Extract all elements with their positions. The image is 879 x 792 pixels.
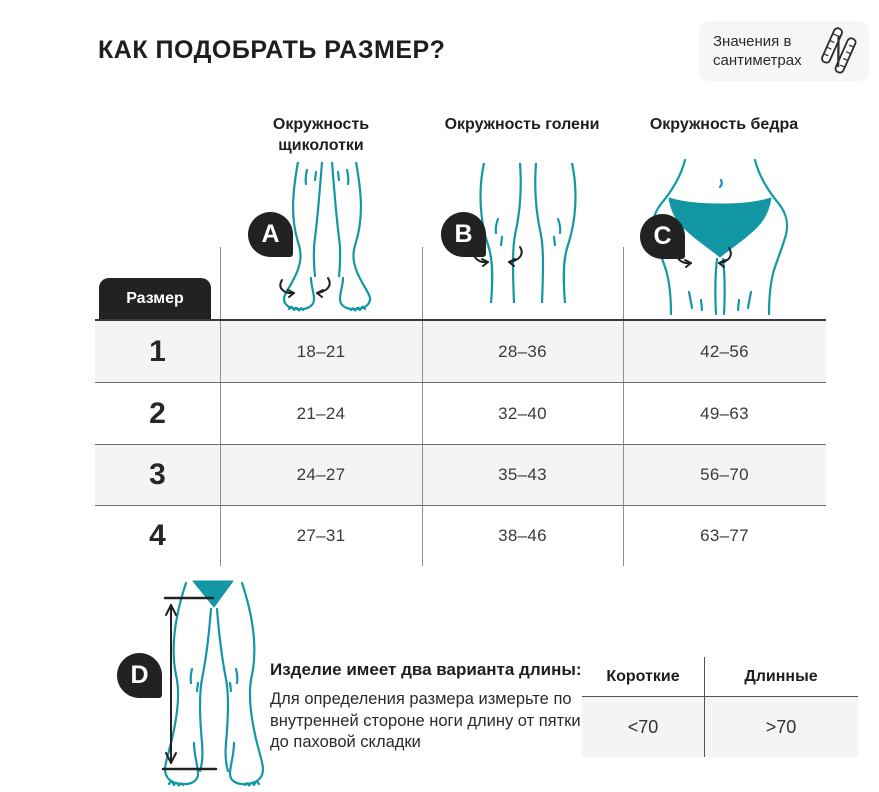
cell-size4-calf: 38–46 [498, 525, 547, 545]
length-measurement-arrow-icon [163, 598, 216, 769]
length-variants-heading: Изделие имеет два варианта длины: [270, 660, 582, 679]
length-measure-description: Для определения размера измерьте по внутренней стороне ноги длину от пятки до паховой складки [270, 690, 581, 751]
size-number-1: 1 [149, 334, 166, 368]
cell-size1-calf: 28–36 [498, 341, 547, 361]
column-header-calf: Окружность голени [444, 116, 600, 133]
marker-b: B [441, 212, 486, 257]
page-title: КАК ПОДОБРАТЬ РАЗМЕР? [98, 36, 446, 64]
column-header-hip: Окружность бедра [649, 116, 799, 133]
marker-d: D [117, 653, 162, 698]
marker-a: A [248, 212, 293, 257]
units-badge-label: Значения в сантиметрах [713, 33, 802, 69]
units-badge [699, 21, 869, 81]
cell-size3-ankle: 24–27 [296, 464, 346, 484]
length-table-value-long: >70 [765, 716, 797, 737]
cell-size3-hip: 56–70 [700, 464, 749, 484]
measuring-tape-icon [819, 25, 861, 77]
cell-size1-ankle: 18–21 [296, 341, 346, 361]
length-table-value-short: <70 [627, 716, 659, 737]
calf-legs-illustration [468, 163, 588, 303]
cell-size2-ankle: 21–24 [296, 403, 346, 423]
cell-size1-hip: 42–56 [700, 341, 749, 361]
size-number-3: 3 [149, 457, 166, 491]
size-number-4: 4 [149, 518, 166, 552]
length-table-header-short: Короткие [606, 668, 680, 685]
cell-size2-hip: 49–63 [700, 403, 749, 423]
marker-c: C [640, 214, 685, 259]
cell-size3-calf: 35–43 [498, 464, 547, 484]
size-number-2: 2 [149, 396, 166, 430]
cell-size4-hip: 63–77 [700, 525, 749, 545]
column-header-ankle: Окружность щиколотки [272, 116, 370, 154]
length-table-header-long: Длинные [744, 668, 818, 685]
size-column-label: Размер [99, 278, 211, 319]
cell-size4-ankle: 27–31 [296, 525, 346, 545]
cell-size2-calf: 32–40 [498, 403, 547, 423]
